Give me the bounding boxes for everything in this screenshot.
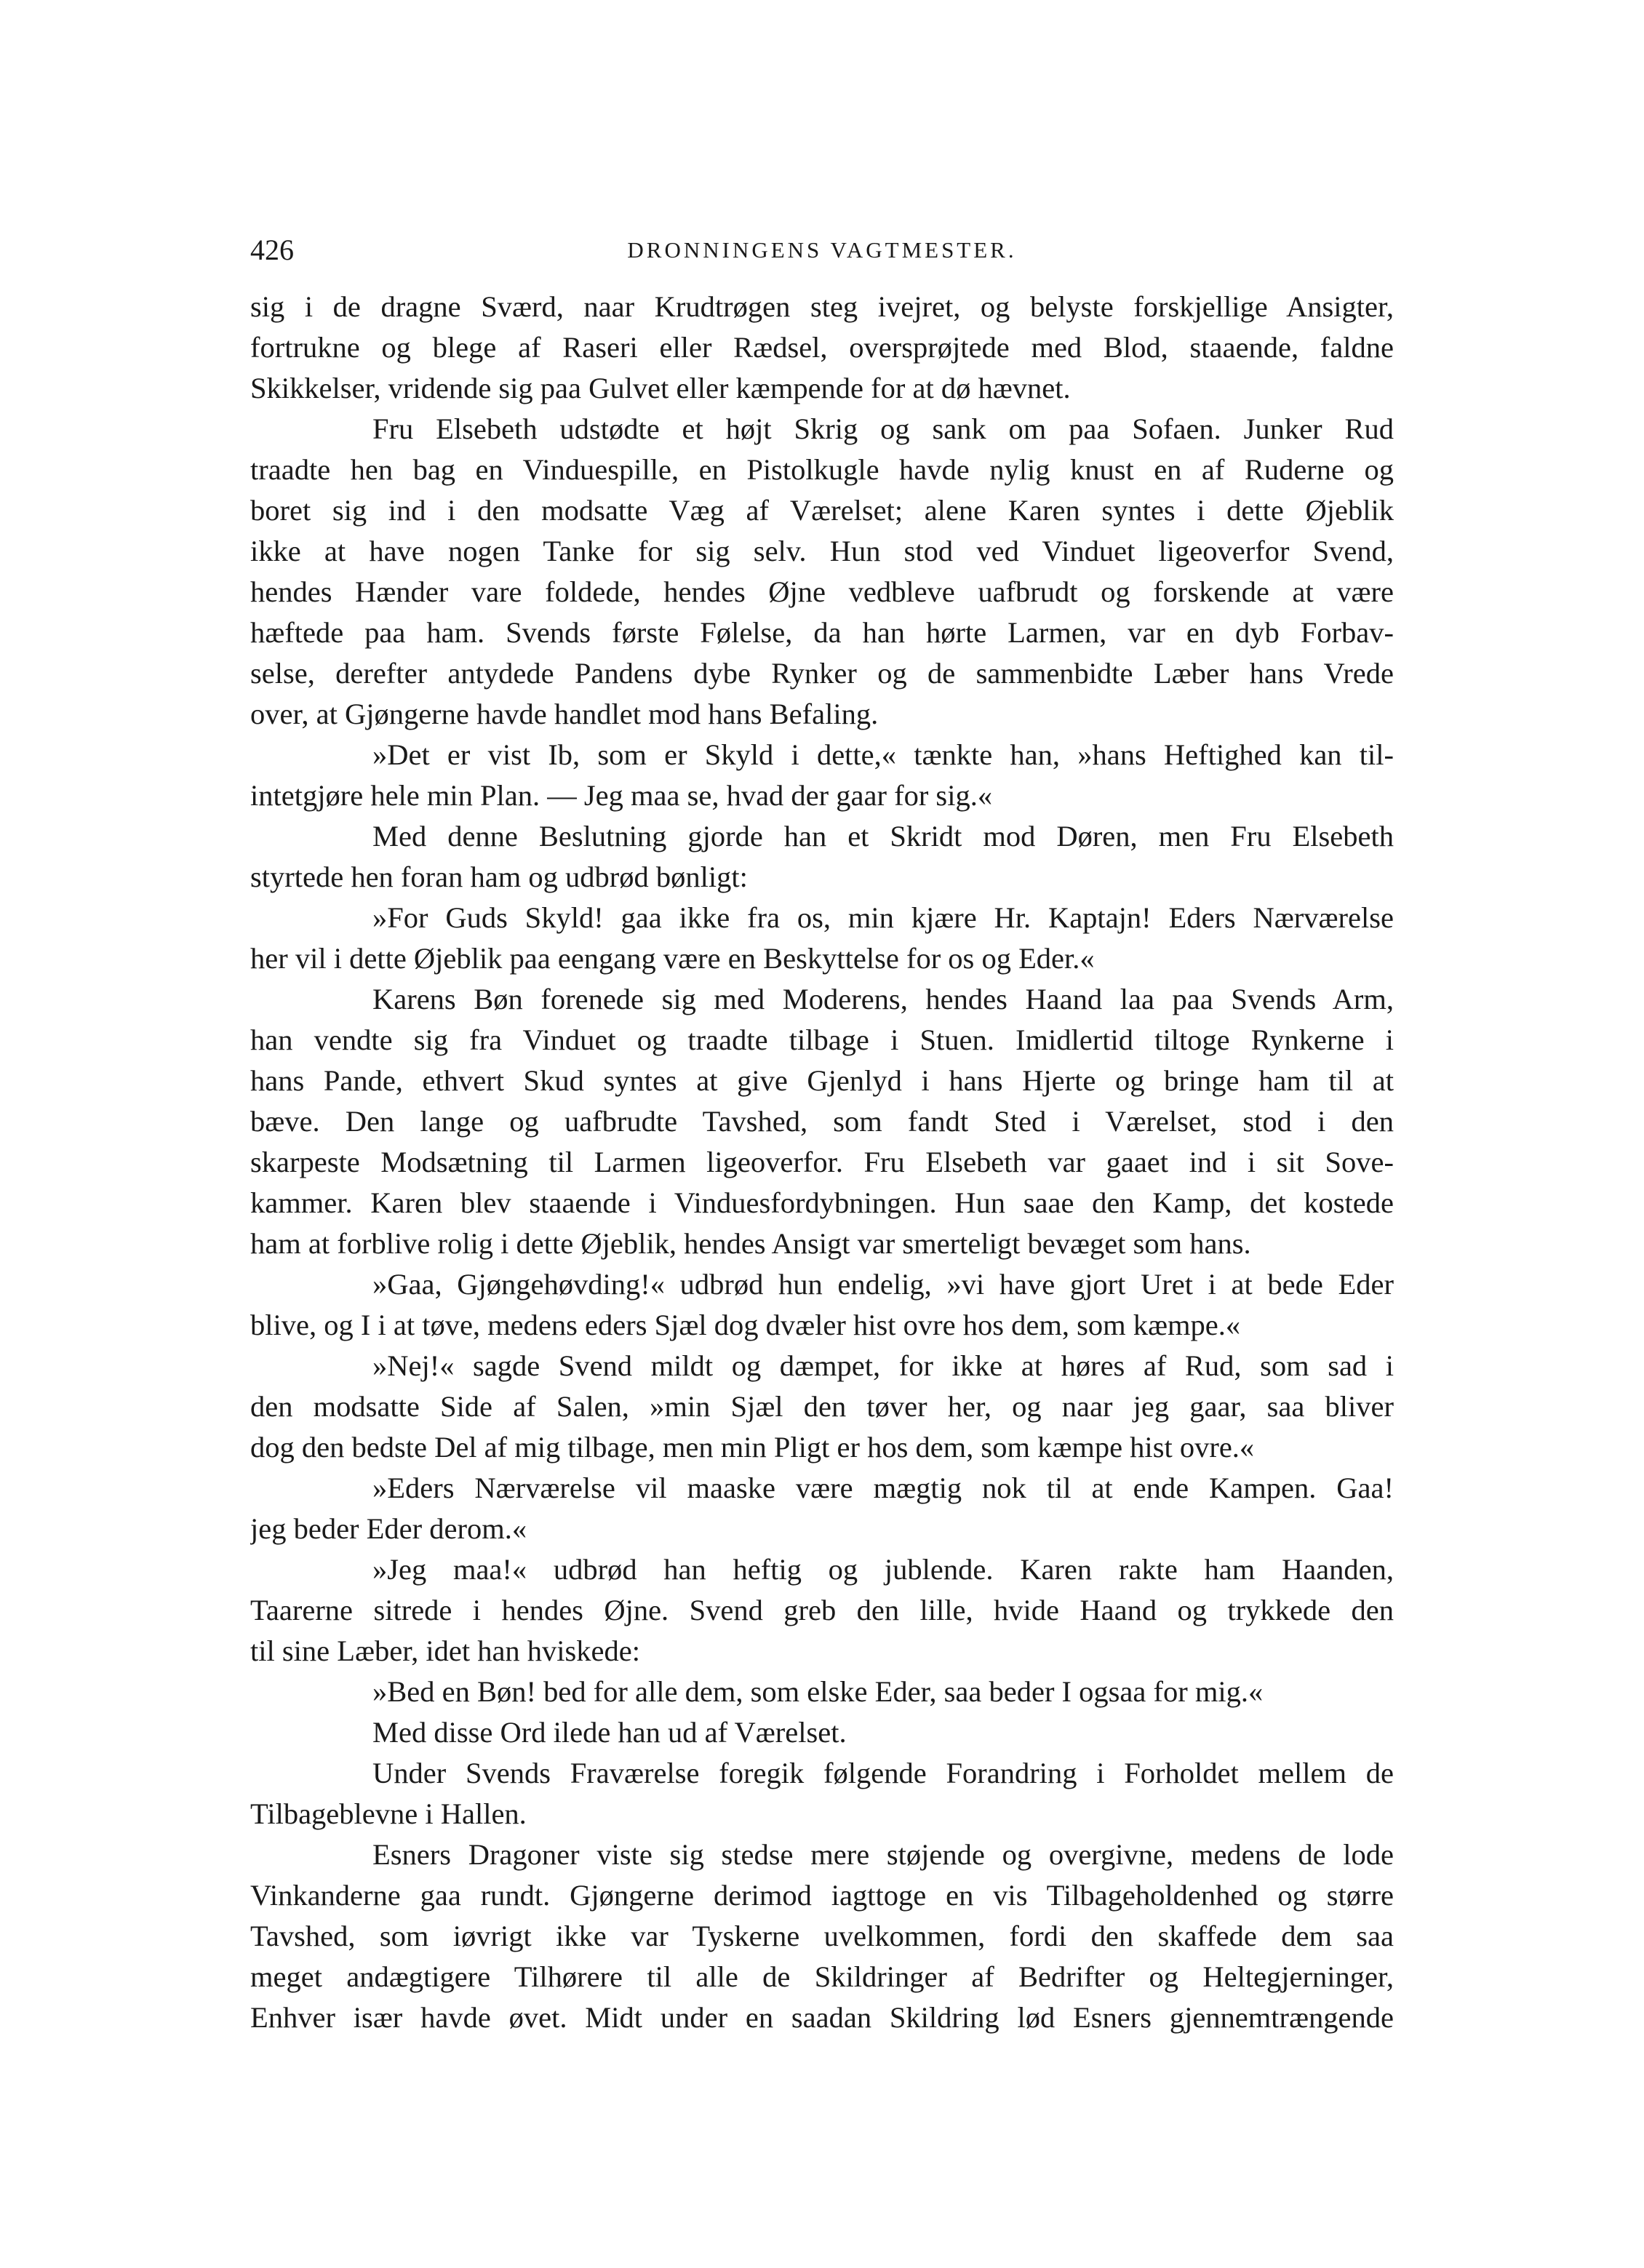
text-line: intetgjøre hele min Plan. — Jeg maa se, hvad der gaar for sig.« [250, 779, 993, 812]
text-line: »For Guds Skyld! gaa ikke fra os, min kjære Hr. Kaptajn! Eders Nærværelse [372, 901, 1394, 934]
text-line: den modsatte Side af Salen, »min Sjæl den tøver her, og naar jeg gaar, saa bliver [250, 1390, 1394, 1423]
text-line: »Gaa, Gjøngehøvding!« udbrød hun endelig, »vi have gjort Uret i at bede Eder [372, 1268, 1394, 1301]
text-line: boret sig ind i den modsatte Væg af Værelset; alene Karen syntes i dette Øjeblik [250, 494, 1394, 527]
text-line: til sine Læber, idet han hviskede: [250, 1634, 641, 1667]
text-line: blive, og I i at tøve, medens eders Sjæl dog dvæler hist ovre hos dem, som kæmpe.« [250, 1309, 1241, 1341]
text-line: »Det er vist Ib, som er Skyld i dette,« tænkte han, »hans Heftighed kan til- [372, 738, 1394, 771]
text-line: ham at forblive rolig i dette Øjeblik, hendes Ansigt var smerteligt bevæget som hans. [250, 1227, 1251, 1260]
text-line: her vil i dette Øjeblik paa eengang være en Beskyttelse for os og Eder.« [250, 942, 1095, 975]
text-line: styrtede hen foran ham og udbrød bønligt: [250, 861, 748, 893]
text-line: skarpeste Modsætning til Larmen ligeoverfor. Fru Elsebeth var gaaet ind i sit Sove- [250, 1146, 1394, 1178]
text-line: Med denne Beslutning gjorde han et Skridt mod Døren, men Fru Elsebeth [372, 820, 1394, 853]
text-line: meget andægtigere Tilhørere til alle de Skildringer af Bedrifter og Heltegjerninger, [250, 1960, 1394, 1993]
text-line: traadte hen bag en Vinduespille, en Pistolkugle havde nylig knust en af Ruderne og [250, 453, 1394, 486]
text-line: Esners Dragoner viste sig stedse mere støjende og overgivne, medens de lode [372, 1838, 1394, 1871]
text-line: hæftede paa ham. Svends første Følelse, da han hørte Larmen, var en dyb Forbav- [250, 616, 1394, 649]
text-line: Vinkanderne gaa rundt. Gjøngerne derimod iagttoge en vis Tilbageholdenhed og større [250, 1879, 1394, 1912]
text-line: Tilbageblevne i Hallen. [250, 1797, 527, 1830]
text-line: Under Svends Fraværelse foregik følgende Forandring i Forholdet mellem de [372, 1757, 1394, 1789]
page-number: 426 [250, 233, 294, 266]
text-line: hans Pande, ethvert Skud syntes at give Gjenlyd i hans Hjerte og bringe ham til at [250, 1064, 1394, 1097]
text-line: ikke at have nogen Tanke for sig selv. Hun stod ved Vinduet ligeoverfor Svend, [250, 535, 1394, 567]
text-line: Enhver især havde øvet. Midt under en saadan Skildring lød Esners gjennemtrængende [250, 2001, 1394, 2034]
text-line: »Eders Nærværelse vil maaske være mægtig nok til at ende Kampen. Gaa! [372, 1472, 1394, 1504]
text-line: kammer. Karen blev staaende i Vinduesfordybningen. Hun saae den Kamp, det kostede [250, 1186, 1394, 1219]
text-line: Tavshed, som iøvrigt ikke var Tyskerne uvelkommen, fordi den skaffede dem saa [250, 1920, 1394, 1952]
text-line: Skikkelser, vridende sig paa Gulvet eller kæmpende for at dø hævnet. [250, 372, 1071, 404]
running-head: DRONNINGENS VAGTMESTER. [627, 237, 1017, 263]
text-line: jeg beder Eder derom.« [250, 1512, 527, 1545]
text-line: bæve. Den lange og uafbrudte Tavshed, som fandt Sted i Værelset, stod i den [250, 1105, 1394, 1138]
page-header [250, 227, 1394, 273]
text-line: Karens Bøn forenede sig med Moderens, hendes Haand laa paa Svends Arm, [372, 983, 1394, 1015]
text-line: hendes Hænder vare foldede, hendes Øjne vedbleve uafbrudt og forskende at være [250, 575, 1394, 608]
text-line: over, at Gjøngerne havde handlet mod hans Befaling. [250, 698, 879, 730]
text-line: han vendte sig fra Vinduet og traadte tilbage i Stuen. Imidlertid tiltoge Rynkerne i [250, 1023, 1394, 1056]
text-line: »Bed en Bøn! bed for alle dem, som elske Eder, saa beder I ogsaa for mig.« [372, 1675, 1264, 1708]
text-line: »Jeg maa!« udbrød han heftig og jublende. Karen rakte ham Haanden, [372, 1553, 1394, 1586]
text-line: Fru Elsebeth udstødte et højt Skrig og sank om paa Sofaen. Junker Rud [372, 412, 1394, 445]
text-line: Med disse Ord ilede han ud af Værelset. [372, 1716, 847, 1749]
text-line: »Nej!« sagde Svend mildt og dæmpet, for ikke at høres af Rud, som sad i [372, 1349, 1394, 1382]
text-line: sig i de dragne Sværd, naar Krudtrøgen steg ivejret, og belyste forskjellige Ansigter, [250, 290, 1394, 323]
text-line: dog den bedste Del af mig tilbage, men min Pligt er hos dem, som kæmpe hist ovre.« [250, 1431, 1255, 1464]
body-text [250, 287, 1394, 2038]
text-line: selse, derefter antydede Pandens dybe Rynker og de sammenbidte Læber hans Vrede [250, 657, 1394, 690]
text-line: fortrukne og blege af Raseri eller Rædsel, oversprøjtede med Blod, staaende, faldne [250, 331, 1394, 364]
text-line: Taarerne sitrede i hendes Øjne. Svend greb den lille, hvide Haand og trykkede den [250, 1594, 1394, 1626]
